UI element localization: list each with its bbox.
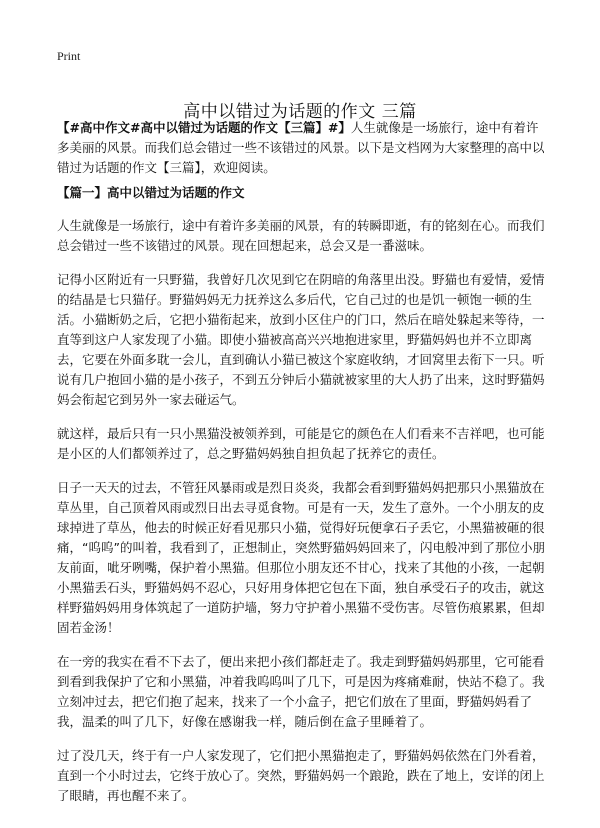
intro-text: 人生就像是一场旅行，途中有着许多美丽的风景。而我们总会错过一些不该错过的风景。以下是文档网为大家整理的高中以错过为话题的作文【三篇】，欢迎阅读。 <box>57 120 545 175</box>
print-label: Print <box>57 49 81 63</box>
paragraph: 过了没几天，终于有一户人家发现了，它们把小黑猫抱走了，野猫妈妈依然在门外看着，直到一个小时过去，它终于放心了。突然，野猫妈妈一个踉跄，跌在了地上，安详的闭上了眼睛，再也醒不来了。 <box>57 748 545 803</box>
section-heading: 【篇一】高中以错过为话题的作文 <box>57 185 245 200</box>
page-title: 高中以错过为话题的作文 三篇 <box>183 102 417 123</box>
intro-lead: 【#高中作文#高中以错过为话题的作文【三篇】#】 <box>57 120 351 135</box>
paragraph: 就这样，最后只有一只小黑猫没被领养到，可能是它的颜色在人们看来不吉祥吧，也可能是小区的人们都领养过了，总之野猫妈妈独自担负起了抚养它的责任。 <box>57 426 545 461</box>
paragraph: 日子一天天的过去，不管狂风暴雨或是烈日炎炎，我都会看到野猫妈妈把那只小黑猫放在草丛里，自己顶着风雨或烈日出去寻觅食物。可是有一天，发生了意外。一个小朋友的皮球掉进了草丛，他去的时候正好看见那只小猫，觉得好玩便拿石子丢它，小黑猫被砸的很痛，“呜呜”的叫着，我看到了，正想制止，突然野猫妈妈回来了，闪电般冲到了那位小朋友前面，呲牙咧嘴，保护着小黑猫。但那位小朋友还不甘心，找来了其他的小孩，一起朝小黑猫丢石头，野猫妈妈不忍心，只好用身体把它包在下面，独自承受石子的攻击，就这样野猫妈妈用身体筑起了一道防护墙，努力守护着小黑猫不受伤害。尽管伤痕累累，但却固若金汤！ <box>57 480 545 635</box>
article-body <box>57 216 547 820</box>
paragraph: 人生就像是一场旅行，途中有着许多美丽的风景，有的转瞬即逝，有的铭刻在心。而我们总会错过一些不该错过的风景。现在回想起来，总会又是一番滋味。 <box>57 218 545 253</box>
paragraph: 在一旁的我实在看不下去了，便出来把小孩们都赶走了。我走到野猫妈妈那里，它可能看到看到我保护了它和小黑猫，冲着我呜呜叫了几下，可是因为疼痛难耐，快站不稳了。我立刻冲过去，把它们抱了起来，找来了一个小盒子，把它们放在了里面，野猫妈妈看了我，温柔的叫了几下，好像在感谢我一样，随后倒在盒子里睡着了。 <box>57 654 545 729</box>
paragraph: 记得小区附近有一只野猫，我曾好几次见到它在阴暗的角落里出没。野猫也有爱情，爱情的结晶是七只猫仔。野猫妈妈无力抚养这么多后代，它自己过的也是饥一顿饱一顿的生活。小猫断奶之后，它把小猫衔起来，放到小区住户的门口，然后在暗处躲起来等待，一直等到这户人家发现了小猫。即使小猫被高高兴兴地抱进家里，野猫妈妈也并不立即离去，它要在外面多耽一会儿，直到确认小猫已被这个家庭收纳，才回窝里去衔下一只。听说有几户抱回小猫的是小孩子，不到五分钟后小猫就被家里的大人扔了出来，这时野猫妈妈会衔起它到另外一家去碰运气。 <box>57 272 545 407</box>
intro-paragraph <box>57 118 545 178</box>
